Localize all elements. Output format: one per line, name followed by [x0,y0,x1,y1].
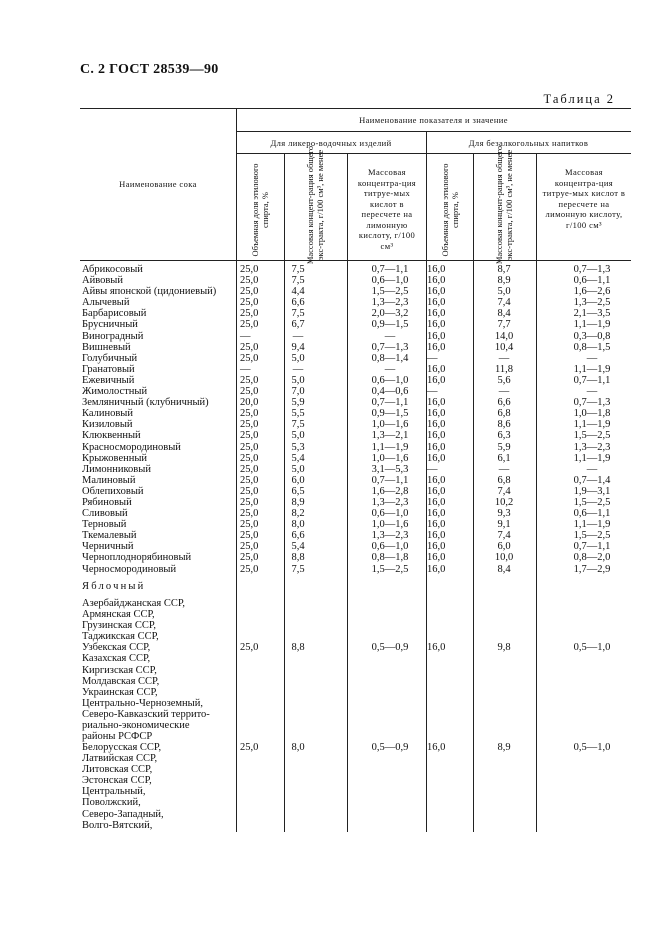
juice-name-cell: Лимонниковый [82,463,151,475]
soft-alcohol-cell: 16,0 [427,374,446,386]
soft-acid-cell: 1,1—1,9 [573,452,611,464]
soft-alcohol-cell: 16,0 [427,397,446,409]
soft-acid-cell: 0,5—1,0 [573,642,611,654]
liqueur-acid-cell: 1,0—1,6 [371,519,409,531]
table-row [82,297,632,308]
region-row [82,709,632,720]
liqueur-acid-cell: 0,9—1,5 [371,319,409,331]
liqueur-alcohol-cell: — [240,330,251,342]
juice-name-cell: Ежевичный [82,374,135,386]
soft-alcohol-cell: 16,0 [427,552,446,564]
soft-alcohol-cell: 16,0 [427,563,446,575]
table-row [82,530,632,541]
liqueur-acid-cell: — [384,330,396,342]
header-vol-alcohol-2: Объемная доля этилового спирта, % [440,163,460,257]
soft-extract-cell: 5,0 [497,286,511,298]
table-row [82,408,632,419]
liqueur-alcohol-cell: 25,0 [240,297,259,309]
region-name: Грузинская ССР, [82,620,157,632]
region-name: Поволжский, [82,797,141,809]
soft-extract-cell: 8,6 [497,419,511,431]
soft-acid-cell: 1,7—2,9 [573,563,611,575]
liqueur-alcohol-cell: 25,0 [240,308,259,320]
liqueur-acid-cell: 1,6—2,8 [371,485,409,497]
soft-acid-cell: 0,7—1,1 [573,541,611,553]
soft-extract-cell: 7,7 [497,319,511,331]
region-row [82,687,632,698]
soft-acid-cell: 0,6—1,1 [573,508,611,520]
soft-acid-cell: 0,3—0,8 [573,330,611,342]
liqueur-extract-cell: — [292,363,304,375]
region-name: Центральный, [82,786,146,798]
soft-extract-cell: 8,9 [497,742,511,753]
juice-name-cell: Земляничный (клубничный) [82,397,209,409]
soft-acid-cell: 0,5—1,0 [573,742,611,753]
liqueur-acid-cell: 0,5—0,9 [371,742,409,753]
liqueur-extract-cell: 5,9 [291,397,305,409]
region-name: Литовская ССР, [82,764,153,776]
soft-extract-cell: 6,3 [497,430,511,442]
region-name: Эстонская ССР, [82,775,152,787]
liqueur-extract-cell: 7,5 [291,264,305,275]
soft-alcohol-cell: 16,0 [427,430,446,442]
liqueur-alcohol-cell: 25,0 [240,264,259,275]
soft-extract-cell: 14,0 [494,330,514,342]
soft-acid-cell: — [586,352,598,364]
table-row [82,364,632,375]
table-row [82,353,632,364]
soft-extract-cell: — [498,352,510,364]
region-row [82,731,632,742]
liqueur-acid-cell: — [384,363,396,375]
juice-name-cell: Вишневый [82,341,131,353]
juice-name-cell: Черноплоднорябиновый [82,552,192,564]
soft-alcohol-cell: 16,0 [427,264,446,275]
liqueur-alcohol-cell: 25,0 [240,463,259,475]
liqueur-acid-cell: 0,8—1,4 [371,352,409,364]
juice-name-cell: Терновый [82,519,127,531]
soft-extract-cell: 8,4 [497,563,511,575]
table-row [82,375,632,386]
liqueur-extract-cell: 7,5 [291,275,305,287]
soft-extract-cell: 7,4 [497,530,511,542]
soft-extract-cell: 10,0 [494,552,514,564]
juice-name-cell: Черничный [82,541,134,553]
liqueur-extract-cell: 8,0 [291,742,305,753]
liqueur-acid-cell: 0,7—1,1 [371,474,409,486]
liqueur-alcohol-cell: 25,0 [240,286,259,298]
liqueur-alcohol-cell: 25,0 [240,441,259,453]
region-row [82,720,632,731]
liqueur-alcohol-cell: 25,0 [240,474,259,486]
liqueur-acid-cell: 3,1—5,3 [371,463,409,475]
apple-group-1 [82,598,632,742]
soft-alcohol-cell: 16,0 [427,341,446,353]
soft-alcohol-cell: 16,0 [427,275,446,287]
juice-name-cell: Брусничный [82,319,138,331]
liqueur-acid-cell: 1,5—2,5 [371,563,409,575]
liqueur-acid-cell: 1,0—1,6 [371,419,409,431]
soft-acid-cell: 0,8—1,5 [573,341,611,353]
soft-acid-cell: 1,6—2,6 [573,286,611,298]
soft-extract-cell: 6,8 [497,408,511,420]
table-row [82,552,632,563]
page-header: С. 2 ГОСТ 28539—90 [80,62,219,77]
liqueur-extract-cell: 6,7 [291,319,305,331]
liqueur-extract-cell: 7,5 [291,419,305,431]
header-bottom-rule [80,260,631,261]
liqueur-extract-cell: 8,8 [291,552,305,564]
soft-acid-cell: 1,9—3,1 [573,485,611,497]
juice-name-cell: Облепиховый [82,485,144,497]
soft-alcohol-cell: 16,0 [427,319,446,331]
table-row [82,564,632,575]
juice-name-cell: Малиновый [82,474,136,486]
table-row [82,475,632,486]
soft-extract-cell: 6,6 [497,397,511,409]
liqueur-extract-cell: 5,5 [291,408,305,420]
liqueur-alcohol-cell: 25,0 [240,742,259,753]
liqueur-acid-cell: 1,3—2,3 [371,496,409,508]
liqueur-acid-cell: 1,3—2,1 [371,430,409,442]
soft-alcohol-cell: 16,0 [427,408,446,420]
juice-name-cell: Красносмородиновый [82,441,181,453]
liqueur-acid-cell: 0,4—0,6 [371,386,409,398]
region-name: Таджикская ССР, [82,631,159,643]
soft-acid-cell: 2,1—3,5 [573,308,611,320]
juice-name-cell: Айвовый [82,275,123,287]
liqueur-acid-cell: 0,5—0,9 [371,642,409,654]
juice-name-cell: Гранатовый [82,363,135,375]
liqueur-extract-cell: 5,3 [291,441,305,453]
region-row [82,620,632,631]
table-row [82,541,632,552]
liqueur-extract-cell: — [292,330,304,342]
region-row [82,820,632,831]
region-name: Узбекская ССР, [82,642,151,654]
liqueur-extract-cell: 7,5 [291,563,305,575]
soft-acid-cell: 1,1—1,9 [573,519,611,531]
soft-extract-cell: 8,4 [497,308,511,320]
juice-name-cell: Голубичный [82,352,138,364]
soft-extract-cell: 8,7 [497,264,511,275]
region-row [82,698,632,709]
region-row [82,809,632,820]
juice-name-cell: Виноградный [82,330,144,342]
juice-name-cell: Рябиновый [82,496,132,508]
table-row [82,442,632,453]
header-group-soft: Для безалкогольных напитков [468,138,589,148]
soft-acid-cell: 0,7—1,1 [573,374,611,386]
header-vol-alcohol-1: Объемная доля этилового спирта, % [250,163,270,257]
region-row [82,598,632,609]
juice-name-cell: Барбарисовый [82,308,147,320]
liqueur-acid-cell: 0,7—1,3 [371,341,409,353]
soft-extract-cell: 5,6 [497,374,511,386]
liqueur-extract-cell: 6,5 [291,485,305,497]
region-name: районы РСФСР [82,731,153,743]
liqueur-extract-cell: 6,0 [291,474,305,486]
soft-alcohol-cell: — [427,352,438,364]
juice-name-cell: Крыжовенный [82,452,148,464]
liqueur-alcohol-cell: 25,0 [240,541,259,553]
soft-acid-cell: 1,1—1,9 [573,419,611,431]
liqueur-alcohol-cell: 25,0 [240,386,259,398]
liqueur-acid-cell: 0,6—1,0 [371,508,409,520]
liqueur-alcohol-cell: 25,0 [240,430,259,442]
soft-extract-cell: 10,2 [494,496,514,508]
soft-alcohol-cell: 16,0 [427,297,446,309]
soft-extract-cell: 7,4 [497,297,511,309]
soft-extract-cell: 9,1 [497,519,511,531]
region-row [82,631,632,642]
liqueur-acid-cell: 0,6—1,0 [371,541,409,553]
header-group-title: Наименование показателя и значение [359,115,508,125]
region-row [82,653,632,664]
region-row [82,742,632,753]
liqueur-extract-cell: 5,0 [291,463,305,475]
liqueur-extract-cell: 8,0 [291,519,305,531]
liqueur-extract-cell: 5,0 [291,374,305,386]
juice-name-cell: Алычевый [82,297,130,309]
soft-alcohol-cell: 16,0 [427,541,446,553]
soft-extract-cell: 6,1 [497,452,511,464]
soft-acid-cell: 0,7—1,4 [573,474,611,486]
liqueur-alcohol-cell: 25,0 [240,275,259,287]
table-top-rule [80,108,631,109]
table-row [82,286,632,297]
soft-acid-cell: 1,1—1,9 [573,319,611,331]
soft-acid-cell: 1,5—2,5 [573,530,611,542]
soft-alcohol-cell: 16,0 [427,642,446,654]
soft-extract-cell: 5,9 [497,441,511,453]
liqueur-alcohol-cell: 25,0 [240,352,259,364]
header-mass-extract-1: Массовая концент-рация общего экс-тракта, г/100 см³, не менее [305,145,325,265]
table-row [82,419,632,430]
soft-acid-cell: — [586,463,598,475]
juice-name-cell: Абрикосовый [82,264,143,275]
table-row [82,264,632,275]
liqueur-extract-cell: 8,8 [291,642,305,654]
table-row [82,519,632,530]
soft-extract-cell: 7,4 [497,485,511,497]
soft-extract-cell: 11,8 [495,363,513,375]
apple-group-2 [82,742,632,831]
liqueur-acid-cell: 0,7—1,1 [371,397,409,409]
soft-alcohol-cell: 16,0 [427,286,446,298]
soft-extract-cell: 6,0 [497,541,511,553]
table-row [82,397,632,408]
table-row [82,319,632,330]
subgroup-rule [236,153,631,154]
region-name: Центрально-Черноземный, [82,697,203,709]
soft-alcohol-cell: 16,0 [427,519,446,531]
region-row [82,642,632,653]
region-row [82,665,632,676]
soft-alcohol-cell: 16,0 [427,330,446,342]
table-caption: Таблица 2 [543,92,615,106]
liqueur-alcohol-cell: 25,0 [240,419,259,431]
region-name: Армянская ССР, [82,609,155,621]
juice-name-cell: Сливовый [82,508,128,520]
soft-acid-cell: 1,5—2,5 [573,430,611,442]
liqueur-alcohol-cell: 25,0 [240,642,259,654]
soft-acid-cell: 1,0—1,8 [573,408,611,420]
region-row [82,775,632,786]
table-row [82,386,632,397]
table-row [82,486,632,497]
soft-extract-cell: 9,8 [497,642,511,654]
table-row [82,430,632,441]
region-name: Белорусская ССР, [82,742,162,753]
region-row [82,797,632,808]
liqueur-alcohol-cell: 25,0 [240,563,259,575]
soft-alcohol-cell: 16,0 [427,530,446,542]
header-group-liqueur: Для ликеро-водочных изделий [270,138,392,148]
table-row [82,508,632,519]
liqueur-alcohol-cell: 25,0 [240,374,259,386]
liqueur-acid-cell: 0,8—1,8 [371,552,409,564]
juice-name-cell: Ткемалевый [82,530,137,542]
liqueur-extract-cell: 4,4 [291,286,305,298]
soft-extract-cell: 9,3 [497,508,511,520]
region-name: Казахская ССР, [82,653,151,665]
soft-acid-cell: 0,7—1,3 [573,264,611,275]
liqueur-alcohol-cell: 20,0 [240,397,259,409]
soft-alcohol-cell: 16,0 [427,308,446,320]
soft-extract-cell: 8,9 [497,275,511,287]
liqueur-acid-cell: 2,0—3,2 [371,308,409,320]
region-row [82,676,632,687]
region-name: Северо-Западный, [82,808,164,820]
juice-name-cell: Айвы японской (цидониевый) [82,286,217,298]
soft-acid-cell: 0,6—1,1 [573,275,611,287]
liqueur-alcohol-cell: 25,0 [240,552,259,564]
juice-name-cell: Жимолостный [82,386,148,398]
region-row [82,609,632,620]
liqueur-alcohol-cell: 25,0 [240,319,259,331]
region-name: Латвийская ССР, [82,753,158,765]
soft-alcohol-cell: 16,0 [427,496,446,508]
header-mass-acid-2: Массовая концентра-ция титруе-мых кислот в пересчете на лимонную кислоту, г/100 см³ [542,167,626,230]
table-row [82,331,632,342]
soft-acid-cell: 0,7—1,3 [573,397,611,409]
region-name: Северо-Кавказский террито- [82,708,210,720]
liqueur-acid-cell: 0,9—1,5 [371,408,409,420]
table-row [82,275,632,286]
liqueur-extract-cell: 8,9 [291,496,305,508]
region-name: Волго-Вятский, [82,819,153,831]
liqueur-alcohol-cell: — [240,363,251,375]
liqueur-acid-cell: 0,6—1,0 [371,275,409,287]
liqueur-acid-cell: 0,6—1,0 [371,374,409,386]
liqueur-extract-cell: 5,0 [291,430,305,442]
liqueur-extract-cell: 9,4 [291,341,305,353]
table-row [82,308,632,319]
soft-acid-cell: — [586,386,598,398]
region-name: Украинская ССР, [82,686,158,698]
header-col-name: Наименование сока [119,179,197,189]
liqueur-extract-cell: 7,0 [291,386,305,398]
table-row [82,464,632,475]
liqueur-acid-cell: 1,1—1,9 [371,441,409,453]
liqueur-alcohol-cell: 25,0 [240,341,259,353]
region-name: Киргизская ССР, [82,664,157,676]
juice-name-cell: Клюквенный [82,430,141,442]
header-mass-acid-1: Массовая концентра-ция титруе-мых кислот в пересчете на лимонную кислоту, г/100 см³ [357,167,417,251]
soft-extract-cell: — [498,386,510,398]
soft-alcohol-cell: 16,0 [427,441,446,453]
header-mass-extract-2: Массовая концент-рация общего экс-тракта, г/100 см³, не менее [494,145,514,265]
section-title-apple: Яблочный [82,581,146,592]
liqueur-extract-cell: 8,2 [291,508,305,520]
region-row [82,786,632,797]
liqueur-alcohol-cell: 25,0 [240,452,259,464]
juice-name-cell: Черносмородиновый [82,563,177,575]
soft-alcohol-cell: 16,0 [427,508,446,520]
liqueur-extract-cell: 7,5 [291,308,305,320]
soft-alcohol-cell: 16,0 [427,742,446,753]
liqueur-acid-cell: 0,7—1,1 [371,264,409,275]
soft-extract-cell: — [498,463,510,475]
liqueur-extract-cell: 5,4 [291,541,305,553]
liqueur-alcohol-cell: 25,0 [240,485,259,497]
region-row [82,753,632,764]
soft-acid-cell: 1,5—2,5 [573,496,611,508]
liqueur-alcohol-cell: 25,0 [240,508,259,520]
liqueur-alcohol-cell: 25,0 [240,530,259,542]
soft-acid-cell: 1,3—2,3 [573,441,611,453]
juice-name-cell: Кизиловый [82,419,133,431]
liqueur-extract-cell: 5,0 [291,352,305,364]
region-name: Молдавская ССР, [82,675,160,687]
soft-alcohol-cell: 16,0 [427,452,446,464]
liqueur-extract-cell: 6,6 [291,530,305,542]
juice-name-cell: Калиновый [82,408,133,420]
soft-extract-cell: 6,8 [497,474,511,486]
liqueur-alcohol-cell: 25,0 [240,496,259,508]
region-name: Азербайджанская ССР, [82,598,186,609]
soft-acid-cell: 1,3—2,5 [573,297,611,309]
soft-alcohol-cell: 16,0 [427,485,446,497]
liqueur-alcohol-cell: 25,0 [240,519,259,531]
table-row [82,497,632,508]
liqueur-extract-cell: 5,4 [291,452,305,464]
table-row [82,453,632,464]
liqueur-acid-cell: 1,0—1,6 [371,452,409,464]
liqueur-extract-cell: 6,6 [291,297,305,309]
region-row [82,764,632,775]
soft-acid-cell: 1,1—1,9 [573,363,611,375]
liqueur-acid-cell: 1,5—2,5 [371,286,409,298]
group-title-rule [236,131,631,132]
liqueur-acid-cell: 1,3—2,3 [371,297,409,309]
soft-alcohol-cell: — [427,463,438,475]
soft-alcohol-cell: — [427,386,438,398]
soft-alcohol-cell: 16,0 [427,474,446,486]
soft-extract-cell: 10,4 [494,341,514,353]
liqueur-alcohol-cell: 25,0 [240,408,259,420]
soft-alcohol-cell: 16,0 [427,419,446,431]
table-body [82,264,632,575]
liqueur-acid-cell: 1,3—2,3 [371,530,409,542]
soft-alcohol-cell: 16,0 [427,363,446,375]
soft-acid-cell: 0,8—2,0 [573,552,611,564]
region-name: риально-экономические [82,720,190,732]
table-row [82,342,632,353]
